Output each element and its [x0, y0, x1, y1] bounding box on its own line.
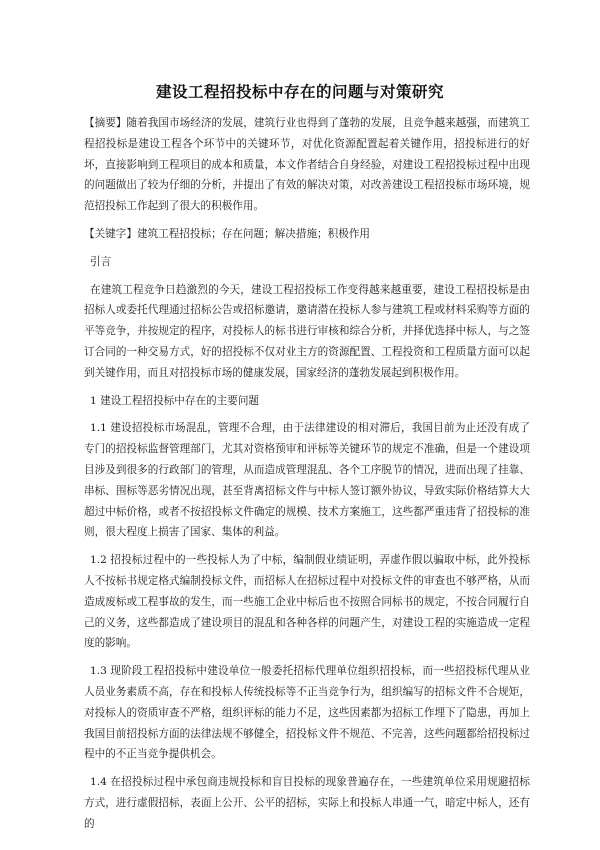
abstract-paragraph: [84, 113, 530, 217]
abstract-label: 【摘要】: [84, 117, 127, 129]
document-body: [84, 113, 530, 842]
page-title: 建设工程招投标中存在的问题与对策研究: [155, 83, 444, 101]
paragraph-1-2: 1.2 招投标过程中的一些投标人为了中标，编制假业绩证明，弄虚作假以骗取中标，此外投标人不按标书规定格式编制投标文件，而招标人在招标过程中对投标文件的审查也不够严格，从而造成废标或工程事故的发生，而一些施工企业中标后也不按照合同标书的规定，不按合同履行自己的义务，这些都造成了建设项目的混乱和各种各样的问题产生，对建设工程的实施造成一定程度的影响。: [84, 554, 530, 650]
intro-heading: 引言: [90, 255, 112, 268]
keywords-label: 【关键字】: [84, 227, 137, 240]
paragraph-1-3: 1.3 现阶段工程招投标中建设单位一般委托招标代理单位组织招投标，而一些招投标代理从业人员业务素质不高，存在和投标人传统投标等不正当竞争行为，组织编写的招标文件不合规矩，对投标人的资质审查不严格，组织评标的能力不足，这些因素都为招标工作埋下了隐患，再加上我国目前招投标方面的法律法规不够健全，招投标文件不规范、不完善，这些问题都给招投标过程中的不正当竞争提供机会。: [84, 665, 530, 761]
abstract-text: 随着我国市场经济的发展，建筑行业也得到了蓬勃的发展，且竞争越来越强，而建筑工程招投标是建设工程各个环节中的关键环节，对优化资源配置起着关键作用，招投标进行的好坏，直接影响到工程项目的成本和质量，本文作者结合自身经验，对建设工程招投标过程中出现的问题做出了较为仔细的分析，并提出了有效的解决对策，对改善建设工程招投标市场环境，规范招投标工作起到了很大的积极作用。: [84, 117, 531, 213]
paragraph-1-1: 1.1 建设招投标市场混乱，管理不合理，由于法律建设的相对滞后，我国目前为止还没有成了专门的招投标监督管理部门，尤其对资格预审和评标等关键环节的规定不准确，但是一个建设项目涉及到很多的行政部门的管理，从而造成管理混乱、各个工序脱节的情况，进而出现了挂靠、串标、围标等恶劣情况出现，甚至背离招标文件与中标人签订额外协议，导致实际价格结算大大超过中标价格，或者不按招投标文件确定的规模、技术方案施工，这些都严重违背了招投标的准则，很大程度上损害了国家、集体的利益。: [84, 422, 530, 539]
section-1-heading: 1 建设工程招投标中存在的主要问题: [90, 394, 260, 407]
intro-paragraph: 在建筑工程竞争日趋激烈的今天，建设工程招投标工作变得越来越重要，建设工程招投标是由招标人或委托代理通过招标公告或招标邀请，邀请潜在投标人参与建筑工程或材料采购等方面的平等竞争，并按规定的程序，对投标人的标书进行审核和综合分析，并择优选择中标人，与之签订合同的一种交易方式，好的招投标不仅对业主方的资源配置、工程投资和工程质量方面可以起到关键作用，而且对招投标市场的健康发展，国家经济的蓬勃发展起到积极作用。: [84, 283, 530, 379]
keywords-text: 建筑工程招投标；存在问题；解决措施；积极作用: [136, 227, 371, 240]
keywords-paragraph: [84, 224, 530, 245]
paragraph-1-4: 1.4 在招投标过程中承包商违规投标和盲目投标的现象普遍存在，一些建筑单位采用规避招标方式，进行虚假招标，表面上公开、公平的招标，实际上和投标人串通一气，暗定中标人，还有的: [84, 776, 530, 830]
